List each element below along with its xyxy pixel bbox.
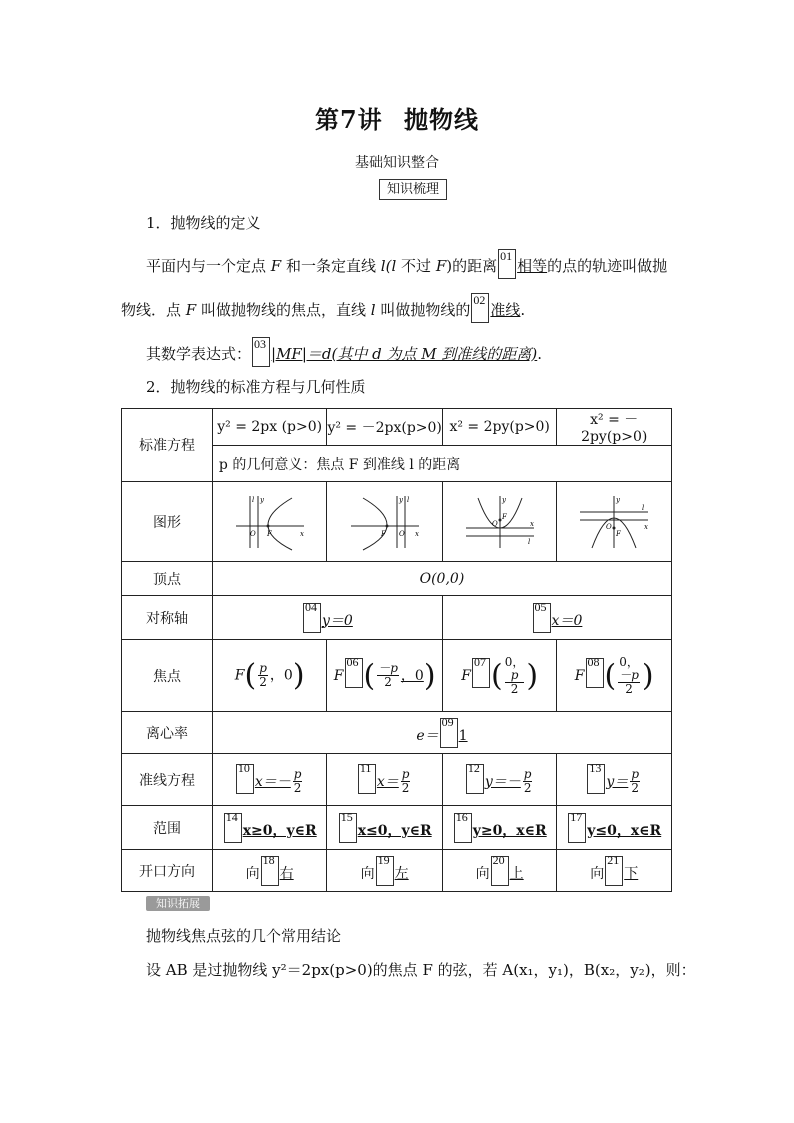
svg-text:l: l (642, 503, 645, 512)
equation-cell: y² = 2px (p>0) (212, 409, 327, 446)
definition-line-1: 平面内与一个定点 F 和一条定直线 l(l 不过 F)的距离 01 相等的点的轨迹叫做抛 (146, 249, 667, 279)
equation-cell: x² = 2py(p>0) (442, 409, 557, 446)
answer-blank[interactable]: 09 (440, 718, 458, 748)
svg-text:l: l (527, 537, 530, 546)
row-label: 范围 (122, 806, 213, 850)
answer-blank[interactable]: 19 (376, 856, 394, 886)
svg-text:F: F (616, 529, 622, 538)
row-label: 离心率 (122, 712, 213, 754)
answer-blank[interactable]: 12 (466, 764, 484, 794)
focus-cell: F( $\frac{p}{2}$ ，0) (212, 640, 327, 712)
focus-cell: F 07 ( 0， p 2 ) (442, 640, 557, 712)
answer-blank[interactable]: 18 (261, 856, 279, 886)
row-label: 准线方程 (122, 754, 213, 806)
row-label: 标准方程 (122, 409, 213, 482)
svg-text:y: y (259, 495, 264, 504)
p-meaning: p 的几何意义：焦点 F 到准线 l 的距离 (212, 446, 671, 482)
svg-text:l: l (406, 495, 409, 504)
answer-blank[interactable]: 01 (498, 249, 516, 279)
opening-cell: 向 18 右 (212, 850, 327, 892)
svg-text:F: F (380, 529, 386, 538)
graph-right (212, 482, 327, 562)
focus-cell: F 08 ( 0， －p 2 ) (557, 640, 672, 712)
answer-blank[interactable]: 03 (252, 337, 270, 367)
equation-cell: x² = －2py(p>0) (557, 409, 672, 446)
svg-text:x: x (414, 529, 419, 538)
definition-line-2: 物线．点 F 叫做抛物线的焦点，直线 l 叫做抛物线的 02 准线. (121, 293, 525, 323)
svg-text:y: y (501, 495, 506, 504)
lecture-topic: 抛物线 (404, 105, 480, 134)
extension-tag: 知识拓展 (146, 896, 210, 911)
svg-text:y: y (398, 495, 403, 504)
svg-text:l: l (251, 495, 254, 504)
eccentricity-cell: e＝ 09 1 (212, 712, 671, 754)
svg-text:F: F (266, 529, 272, 538)
axis-cell: 05 x＝0 (442, 596, 671, 640)
answer-blank[interactable]: 16 (454, 813, 472, 843)
answer-blank[interactable]: 20 (491, 856, 509, 886)
definition-formula: 其数学表达式： 03 |MF|＝d(其中 d 为点 M 到准线的距离). (146, 337, 542, 367)
range-cell: 16 y≥0，x∈R (442, 806, 557, 850)
svg-text:O: O (606, 522, 612, 531)
row-label: 对称轴 (122, 596, 213, 640)
answer-blank[interactable]: 05 (533, 603, 551, 633)
row-label: 焦点 (122, 640, 213, 712)
graph-down (557, 482, 672, 562)
row-label: 图形 (122, 482, 213, 562)
answer-blank[interactable]: 13 (587, 764, 605, 794)
directrix-cell: 12 y＝－ $\frac{p}{2}$ (442, 754, 557, 806)
svg-text:O: O (398, 529, 405, 538)
answer-blank[interactable]: 14 (224, 813, 242, 843)
row-label: 开口方向 (122, 850, 213, 892)
opening-cell: 向 21 下 (557, 850, 672, 892)
range-cell: 17 y≤0，x∈R (557, 806, 672, 850)
section2-heading: 2．抛物线的标准方程与几何性质 (146, 378, 366, 396)
focus-cell: F 06 ( $\frac{-p}{2}$ ，0) (327, 640, 443, 712)
vertex-value: O(0,0) (212, 562, 671, 596)
svg-text:y: y (616, 495, 621, 504)
directrix-cell: 11 x＝ $\frac{p}{2}$ (327, 754, 443, 806)
opening-cell: 向 20 上 (442, 850, 557, 892)
range-cell: 15 x≤0，y∈R (327, 806, 443, 850)
svg-text:O: O (491, 519, 498, 528)
extension-line: 设 AB 是过抛物线 y²＝2px(p>0)的焦点 F 的弦，若 A(x₁，y₁)，B(x₂，y₂)，则： (146, 961, 696, 979)
answer-blank[interactable]: 15 (339, 813, 357, 843)
boxed-label: 知识梳理 (379, 179, 447, 200)
answer-blank[interactable]: 11 (358, 764, 376, 794)
equation-cell: y² = －2px(p>0) (327, 409, 443, 446)
parabola-properties-table (121, 408, 672, 892)
range-cell: 14 x≥0，y∈R (212, 806, 327, 850)
lecture-number: 第7讲 (314, 105, 383, 134)
answer-blank[interactable]: 21 (605, 856, 623, 886)
opening-cell: 向 19 左 (327, 850, 443, 892)
answer-blank[interactable]: 06 (345, 658, 363, 688)
answer-blank[interactable]: 07 (472, 658, 490, 688)
directrix-cell: 10 x＝－ $\frac{p}{2}$ (212, 754, 327, 806)
page-title (0, 100, 794, 135)
answer-blank[interactable]: 08 (586, 658, 604, 688)
answer-blank[interactable]: 10 (236, 764, 254, 794)
section-subtitle: 基础知识整合 (355, 155, 439, 171)
svg-text:x: x (299, 529, 304, 538)
answer-blank[interactable]: 02 (471, 293, 489, 323)
extension-heading: 抛物线焦点弦的几个常用结论 (146, 927, 342, 945)
answer-blank[interactable]: 04 (303, 603, 321, 633)
svg-text:O: O (249, 529, 256, 538)
section1-heading: 1．抛物线的定义 (146, 214, 261, 232)
row-label: 顶点 (122, 562, 213, 596)
axis-cell: 04 y＝0 (212, 596, 442, 640)
graph-left (327, 482, 443, 562)
answer-blank[interactable]: 17 (568, 813, 586, 843)
directrix-cell: 13 y＝ $\frac{p}{2}$ (557, 754, 672, 806)
svg-text:x: x (529, 519, 534, 528)
svg-text:F: F (501, 512, 507, 521)
graph-up (442, 482, 557, 562)
svg-text:x: x (644, 522, 649, 531)
